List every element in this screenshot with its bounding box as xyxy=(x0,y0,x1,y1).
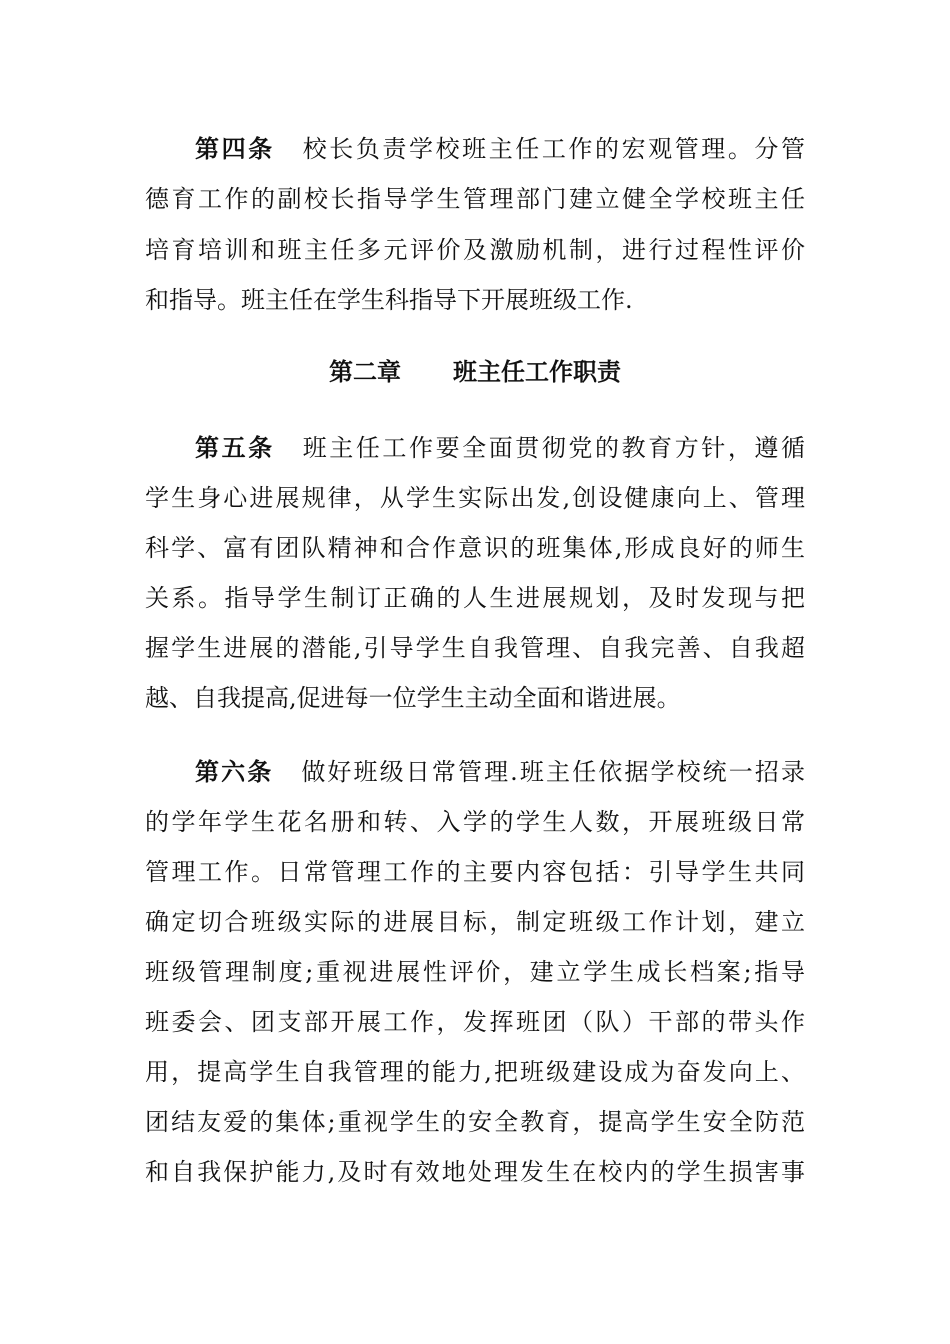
chapter-heading xyxy=(0,356,950,388)
article-6-line-3: 管理工作。日常管理工作的主要内容包括：引导学生共同 xyxy=(145,858,805,886)
article-4-line-4: 和指导。班主任在学生科指导下开展班级工作. xyxy=(145,286,633,314)
article-5-line-6: 越、自我提高,促进每一位学生主动全面和谐进展。 xyxy=(145,684,681,712)
article-5-line-3: 科学、富有团队精神和合作意识的班集体,形成良好的师生 xyxy=(145,534,805,562)
article-6-line-9: 和自我保护能力,及时有效地处理发生在校内的学生损害事 xyxy=(145,1158,805,1186)
article-5-line-4: 关系。指导学生制订正确的人生进展规划，及时发现与把 xyxy=(145,584,805,612)
article-6-line-6: 班委会、团支部开展工作，发挥班团（队）干部的带头作 xyxy=(145,1008,805,1036)
article-6-label: 第六条 xyxy=(195,757,274,786)
article-4-label: 第四条 xyxy=(195,134,275,163)
article-5-label: 第五条 xyxy=(195,433,275,462)
article-6-line-8: 团结友爱的集体;重视学生的安全教育，提高学生安全防范 xyxy=(145,1108,805,1136)
article-6-line-1: 第六条 做好班级日常管理.班主任依据学校统一招录 xyxy=(195,757,805,786)
article-5-line-1: 第五条 班主任工作要全面贯彻党的教育方针，遵循 xyxy=(195,433,805,462)
article-5-line-5: 握学生进展的潜能,引导学生自我管理、自我完善、自我超 xyxy=(145,634,805,662)
article-5-line-2: 学生身心进展规律，从学生实际出发,创设健康向上、管理 xyxy=(145,484,805,512)
article-6-line-4: 确定切合班级实际的进展目标，制定班级工作计划，建立 xyxy=(145,908,805,936)
chapter-number: 第二章 xyxy=(329,357,401,386)
article-6-line-5: 班级管理制度;重视进展性评价，建立学生成长档案;指导 xyxy=(145,958,805,986)
article-6-line-2: 的学年学生花名册和转、入学的学生人数，开展班级日常 xyxy=(145,808,805,836)
article-4-line-2: 德育工作的副校长指导学生管理部门建立健全学校班主任 xyxy=(145,185,805,213)
article-6-line-7: 用，提高学生自我管理的能力,把班级建设成为奋发向上、 xyxy=(145,1058,805,1086)
article-4-line-3: 培育培训和班主任多元评价及激励机制，进行过程性评价 xyxy=(145,236,805,264)
chapter-title: 班主任工作职责 xyxy=(453,357,621,386)
article-4-line-1: 第四条 校长负责学校班主任工作的宏观管理。分管 xyxy=(195,134,805,163)
